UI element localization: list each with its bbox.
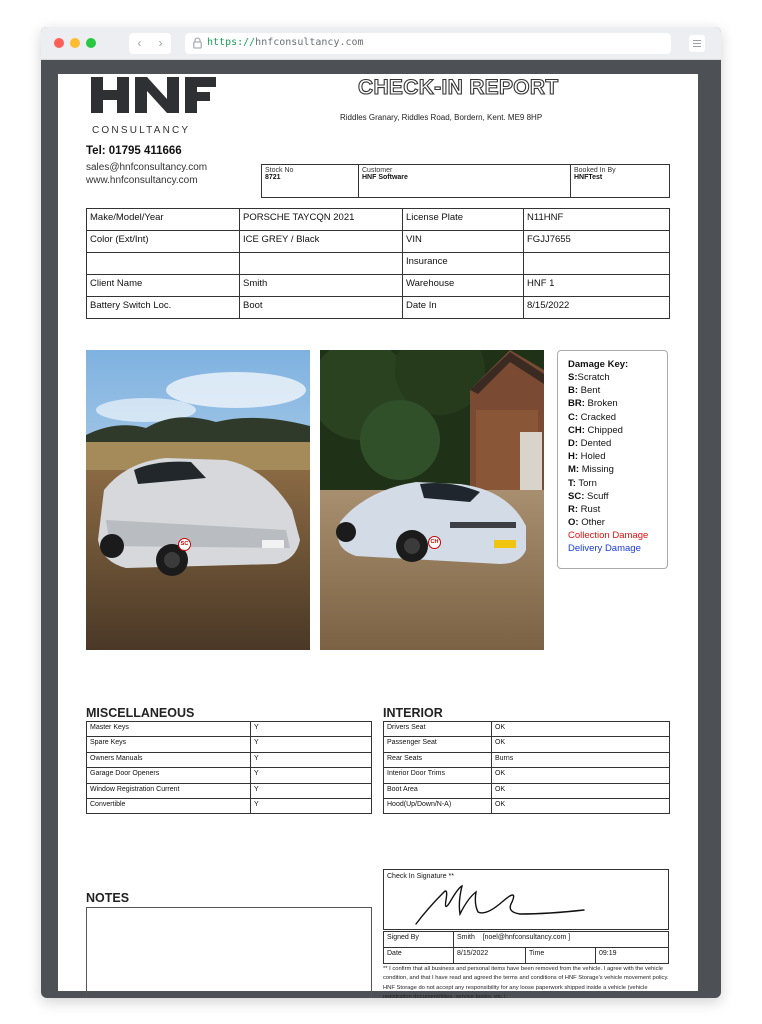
table-row [384,752,670,767]
vehicle-photo-front[interactable] [86,350,310,650]
warehouse-value: HNF 1 [524,275,670,297]
notes-box[interactable] [86,907,372,998]
vehicle-row [87,275,670,297]
damage-key-item: B: Bent [568,385,601,397]
stock-table [261,164,670,198]
battery-switch-label: Battery Switch Loc. [87,297,240,319]
time-value: 09:19 [596,948,669,964]
delivery-damage-label: Delivery Damage [568,543,641,555]
date-value: 8/15/2022 [454,948,526,964]
address-bar[interactable] [185,33,671,54]
table-row [384,722,670,737]
color-value: ICE GREY / Black [240,231,403,253]
date-in-label: Date In [403,297,524,319]
minimize-window-button[interactable] [70,38,80,48]
check-label: Garage Door Openers [87,768,251,783]
damage-badge-scuff[interactable]: SC [178,538,191,551]
client-name-value: Smith [240,275,403,297]
vehicle-row [87,253,670,275]
damage-key-item: SC: Scuff [568,490,609,502]
check-label: Convertible [87,798,251,813]
customer-cell [359,165,571,198]
check-label: Rear Seats [384,752,492,767]
table-row [87,722,372,737]
warehouse-label: Warehouse [403,275,524,297]
check-value: OK [492,798,670,813]
signature-box[interactable] [383,869,669,930]
insurance-value [524,253,670,275]
color-label: Color (Ext/Int) [87,231,240,253]
vin-label: VIN [403,231,524,253]
check-value: Burns [492,752,670,767]
nav-buttons [129,33,171,54]
check-label: Master Keys [87,722,251,737]
check-value: Y [251,737,372,752]
vin-value: FGJJ7655 [524,231,670,253]
damage-key-item: BR: Broken [568,398,618,410]
interior-title: INTERIOR [383,706,443,720]
damage-key-item: S:Scratch [568,372,610,383]
make-model-year-value: PORSCHE TAYCQN 2021 [240,209,403,231]
logo-subtitle: CONSULTANCY [92,125,191,136]
forward-arrow-icon[interactable]: › [158,36,163,50]
table-row [384,948,669,964]
check-label: Drivers Seat [384,722,492,737]
check-value: OK [492,783,670,798]
signed-by-label: Signed By [384,932,454,948]
table-row [384,783,670,798]
check-value: OK [492,737,670,752]
check-value: Y [251,752,372,767]
check-label: Boot Area [384,783,492,798]
signed-by-value: Smith [noel@hnfconsultancy.com ] [454,932,669,948]
signature-label: Check In Signature ** [387,873,454,880]
table-row [87,783,372,798]
check-label: Window Registration Current [87,783,251,798]
damage-key-title: Damage Key: [568,359,629,370]
report-page [58,74,698,998]
table-row [87,737,372,752]
table-row [87,768,372,783]
damage-key-item: CH: Chipped [568,424,623,436]
check-label: Passenger Seat [384,737,492,752]
damage-key-item: O: Other [568,517,605,529]
miscellaneous-title: MISCELLANEOUS [86,706,195,720]
company-address: Riddles Granary, Riddles Road, Bordern, Kent. ME9 8HP [340,113,543,122]
customer-value: HNF Software [362,174,408,181]
time-label: Time [526,948,596,964]
interior-table [383,721,670,814]
table-row [87,798,372,813]
lock-icon [193,37,202,49]
vehicle-photo-rear[interactable] [320,350,544,650]
table-row [384,737,670,752]
company-website[interactable]: www.hnfconsultancy.com [86,175,198,186]
disclaimer-text: ** I confirm that all business and personal items have been removed from the vehicle. I agree with the vehicle condition, and that I have read and agreed the terms and conditions of HNF Storage's vehicle movement policy. HNF Storage do not accept any responsibility for any loose paperwork shipped inside a vehicle (vehicle registration document/titles, service books, etc.). [383,966,669,998]
collection-damage-label: Collection Damage [568,530,649,542]
check-value: Y [251,722,372,737]
company-phone: Tel: 01795 411666 [86,145,182,157]
damage-badge-chipped[interactable]: CH [428,536,441,549]
make-model-year-label: Make/Model/Year [87,209,240,231]
empty-value [240,253,403,275]
check-value: Y [251,798,372,813]
date-label: Date [384,948,454,964]
hnf-logo [91,77,216,127]
booked-in-value: HNFTest [574,174,603,181]
vehicle-row [87,297,670,319]
vehicle-row [87,231,670,253]
check-label: Owners Manuals [87,752,251,767]
check-value: OK [492,722,670,737]
close-window-button[interactable] [54,38,64,48]
check-value: Y [251,783,372,798]
stock-no-label: Stock No [265,167,294,174]
check-label: Interior Door Trims [384,768,492,783]
stock-no-value: 8721 [265,174,281,181]
maximize-window-button[interactable] [86,38,96,48]
table-row [384,768,670,783]
table-row [384,798,670,813]
battery-switch-value: Boot [240,297,403,319]
url-host: hnfconsultancy.com [255,37,364,48]
url-text [207,37,364,48]
empty-label [87,253,240,275]
booked-in-cell [571,165,670,198]
handwritten-signature [408,878,598,928]
notes-title: NOTES [86,891,130,905]
menu-icon[interactable] [689,35,705,52]
table-row [87,752,372,767]
client-name-label: Client Name [87,275,240,297]
damage-key-item: T: Torn [568,477,597,489]
vehicle-row [87,209,670,231]
back-arrow-icon[interactable]: ‹ [137,36,142,50]
damage-key-item: R: Rust [568,504,601,516]
browser-toolbar [41,27,721,60]
damage-key-item: M: Missing [568,464,614,476]
license-plate-label: License Plate [403,209,524,231]
report-title: CHECK-IN REPORT [358,76,559,99]
damage-key-item: D: Dented [568,438,612,450]
date-in-value: 8/15/2022 [524,297,670,319]
check-value: OK [492,768,670,783]
table-row [384,932,669,948]
company-email[interactable]: sales@hnfconsultancy.com [86,162,208,173]
url-protocol: https:// [207,37,256,48]
miscellaneous-table [86,721,372,814]
signed-by-table [383,931,669,964]
damage-key-legend [557,350,668,569]
damage-key-item: C: Cracked [568,411,617,423]
customer-label: Customer [362,167,393,174]
browser-window [41,27,721,998]
check-label: Hood(Up/Down/N-A) [384,798,492,813]
booked-in-label: Booked In By [574,167,616,174]
vehicle-details-table [86,208,670,319]
stock-no-cell [262,165,359,198]
insurance-label: Insurance [403,253,524,275]
check-label: Spare Keys [87,737,251,752]
damage-key-item: H: Holed [568,451,606,463]
check-value: Y [251,768,372,783]
license-plate-value: N11HNF [524,209,670,231]
